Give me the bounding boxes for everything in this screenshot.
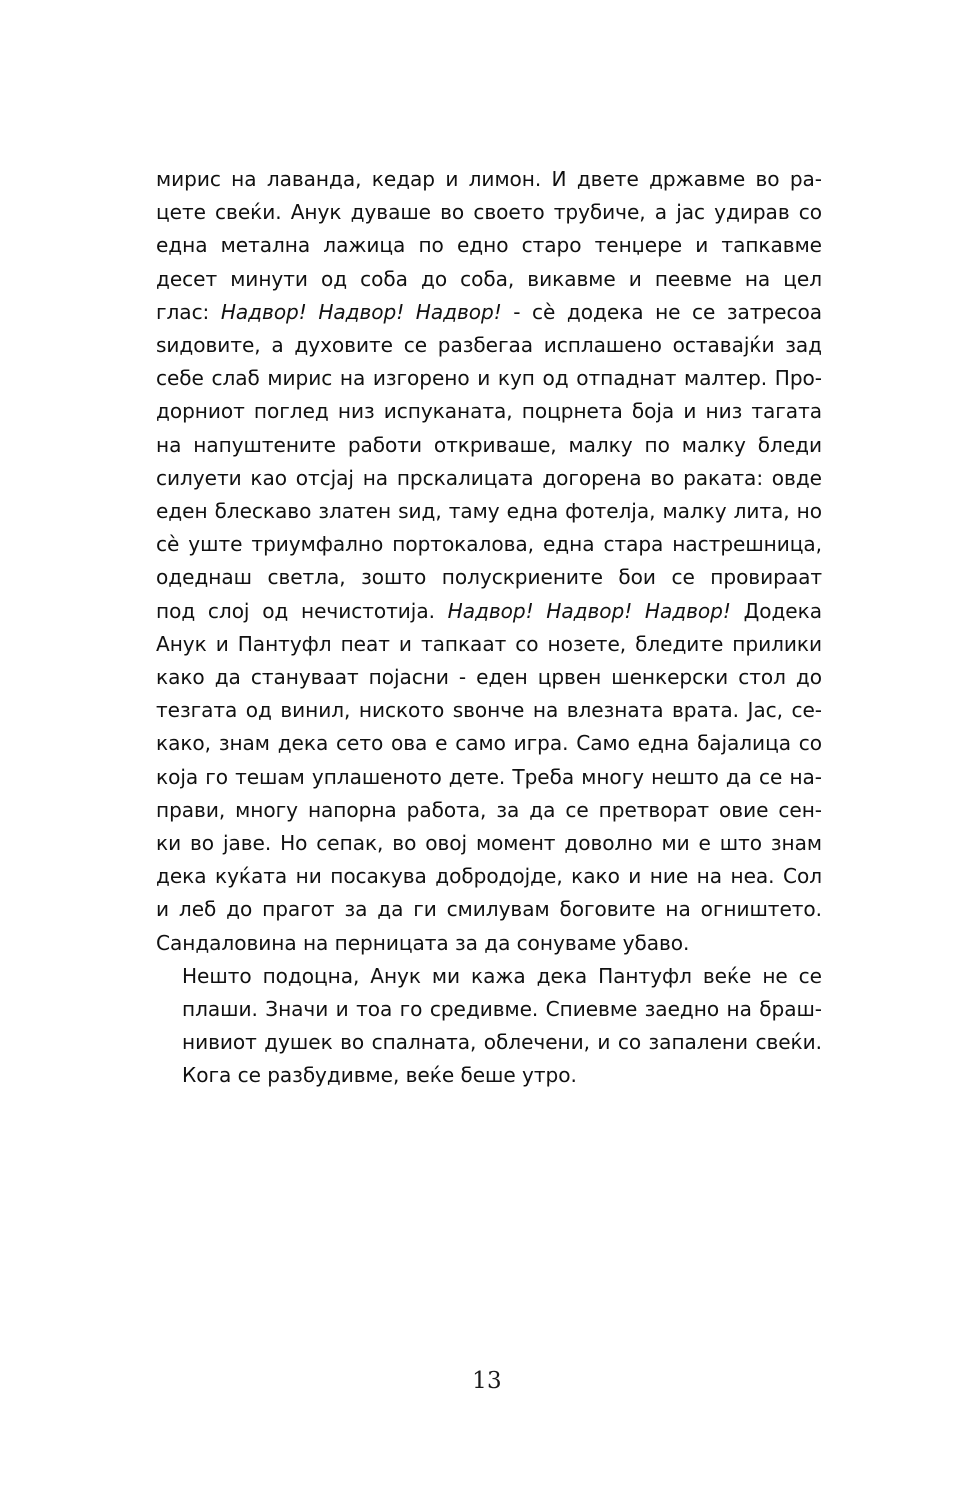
text-run: глас: (156, 299, 221, 324)
text-line (156, 528, 822, 561)
text-line (156, 1059, 822, 1092)
text-line (156, 362, 822, 395)
text-run: - сè додека не се затресоа (501, 299, 822, 324)
text-run: Нешто подоцна, Анук ми кажа дека Пантуфл веќе не се (182, 963, 822, 988)
text-run: Додека (730, 598, 822, 623)
text-line (156, 263, 822, 296)
text-line (156, 960, 822, 993)
text-line (156, 893, 822, 926)
text-line (156, 429, 822, 462)
text-line (156, 727, 822, 760)
text-run: како, знам дека сето ова е само игра. Само една бајалица со (156, 731, 822, 756)
text-line (156, 462, 822, 495)
emphasis-text: Надвор! Надвор! Надвор! (447, 598, 731, 623)
text-run: себе слаб мирис на изгорено и куп од отпаднат малтер. Про- (156, 366, 822, 391)
text-run: силуети као отсјај на прскалицата догорена во раката: овде (156, 465, 822, 490)
text-run: која го тешам уплашеното дете. Треба многу нешто да се на- (156, 764, 822, 789)
text-run: ки во јаве. Но сепак, во овој момент доволно ми е што знам (156, 831, 822, 856)
paragraph (156, 163, 822, 960)
text-line (156, 296, 822, 329)
text-run: една метална лажица по едно старо тенџере и тапкавме (156, 233, 822, 258)
text-line (156, 163, 822, 196)
text-run: дорниот поглед низ испуканата, поцрнета боја и низ тагата (156, 399, 822, 424)
text-line (156, 860, 822, 893)
text-run: цете свеќи. Анук дуваше во своето трубиче, а јас удирав со (156, 200, 822, 225)
text-run: на напуштените работи откриваше, малку по малку бледи (156, 432, 822, 457)
emphasis-text: Надвор! Надвор! Надвор! (220, 299, 502, 324)
text-run: тезгата од винил, ниското ѕвонче на влезната врата. Јас, се- (156, 698, 822, 723)
text-run: како да стануваат појасни - еден црвен шенкерски стол до (156, 665, 822, 690)
text-run: Анук и Пантуфл пеат и тапкаат со нозете, бледите прилики (156, 631, 822, 656)
text-run: Кога се разбудивме, веќе беше утро. (182, 1063, 577, 1088)
text-line (156, 993, 822, 1026)
text-run: дека куќата ни посакува добродојде, како и ние на неа. Сол (156, 864, 822, 889)
text-run: еден блескаво златен ѕид, таму една фотелја, малку лита, но (156, 499, 822, 524)
text-run: прави, многу напорна работа, за да се претворат овие сен- (156, 797, 822, 822)
text-run: плаши. Значи и тоа го средивме. Спиевме заедно на браш- (182, 997, 822, 1022)
text-run: под слој од нечистотија. (156, 598, 448, 623)
page-body-text (156, 163, 822, 1093)
text-line (156, 827, 822, 860)
text-line (156, 761, 822, 794)
text-line (156, 561, 822, 594)
text-line (156, 694, 822, 727)
text-run: сè уште триумфално портокалова, една стара настрешница, (156, 532, 822, 557)
text-line (156, 927, 822, 960)
text-line (156, 1026, 822, 1059)
text-run: одеднаш светла, зошто полускриените бои се провираат (156, 565, 822, 590)
paragraph (156, 960, 822, 1093)
text-line (156, 595, 822, 628)
text-line (156, 661, 822, 694)
text-run: Сандаловина на перницата за да сонуваме убаво. (156, 930, 690, 955)
text-line (156, 329, 822, 362)
text-run: мирис на лаванда, кедар и лимон. И двете државме во ра- (156, 167, 822, 191)
text-line (156, 628, 822, 661)
text-run: ѕидовите, а духовите се разбегаа исплашено оставајќи зад (156, 333, 822, 358)
page-number: 13 (472, 1368, 502, 1394)
text-run: и леб до прагот за да ги смилувам боговите на огништето. (156, 897, 822, 922)
text-run: десет минути од соба до соба, викавме и пеевме на цел (156, 266, 822, 291)
text-line (156, 229, 822, 262)
text-line (156, 495, 822, 528)
text-line (156, 196, 822, 229)
text-line (156, 794, 822, 827)
text-line (156, 395, 822, 428)
text-run: нивиот душек во спалната, облечени, и со запалени свеќи. (182, 1030, 822, 1055)
